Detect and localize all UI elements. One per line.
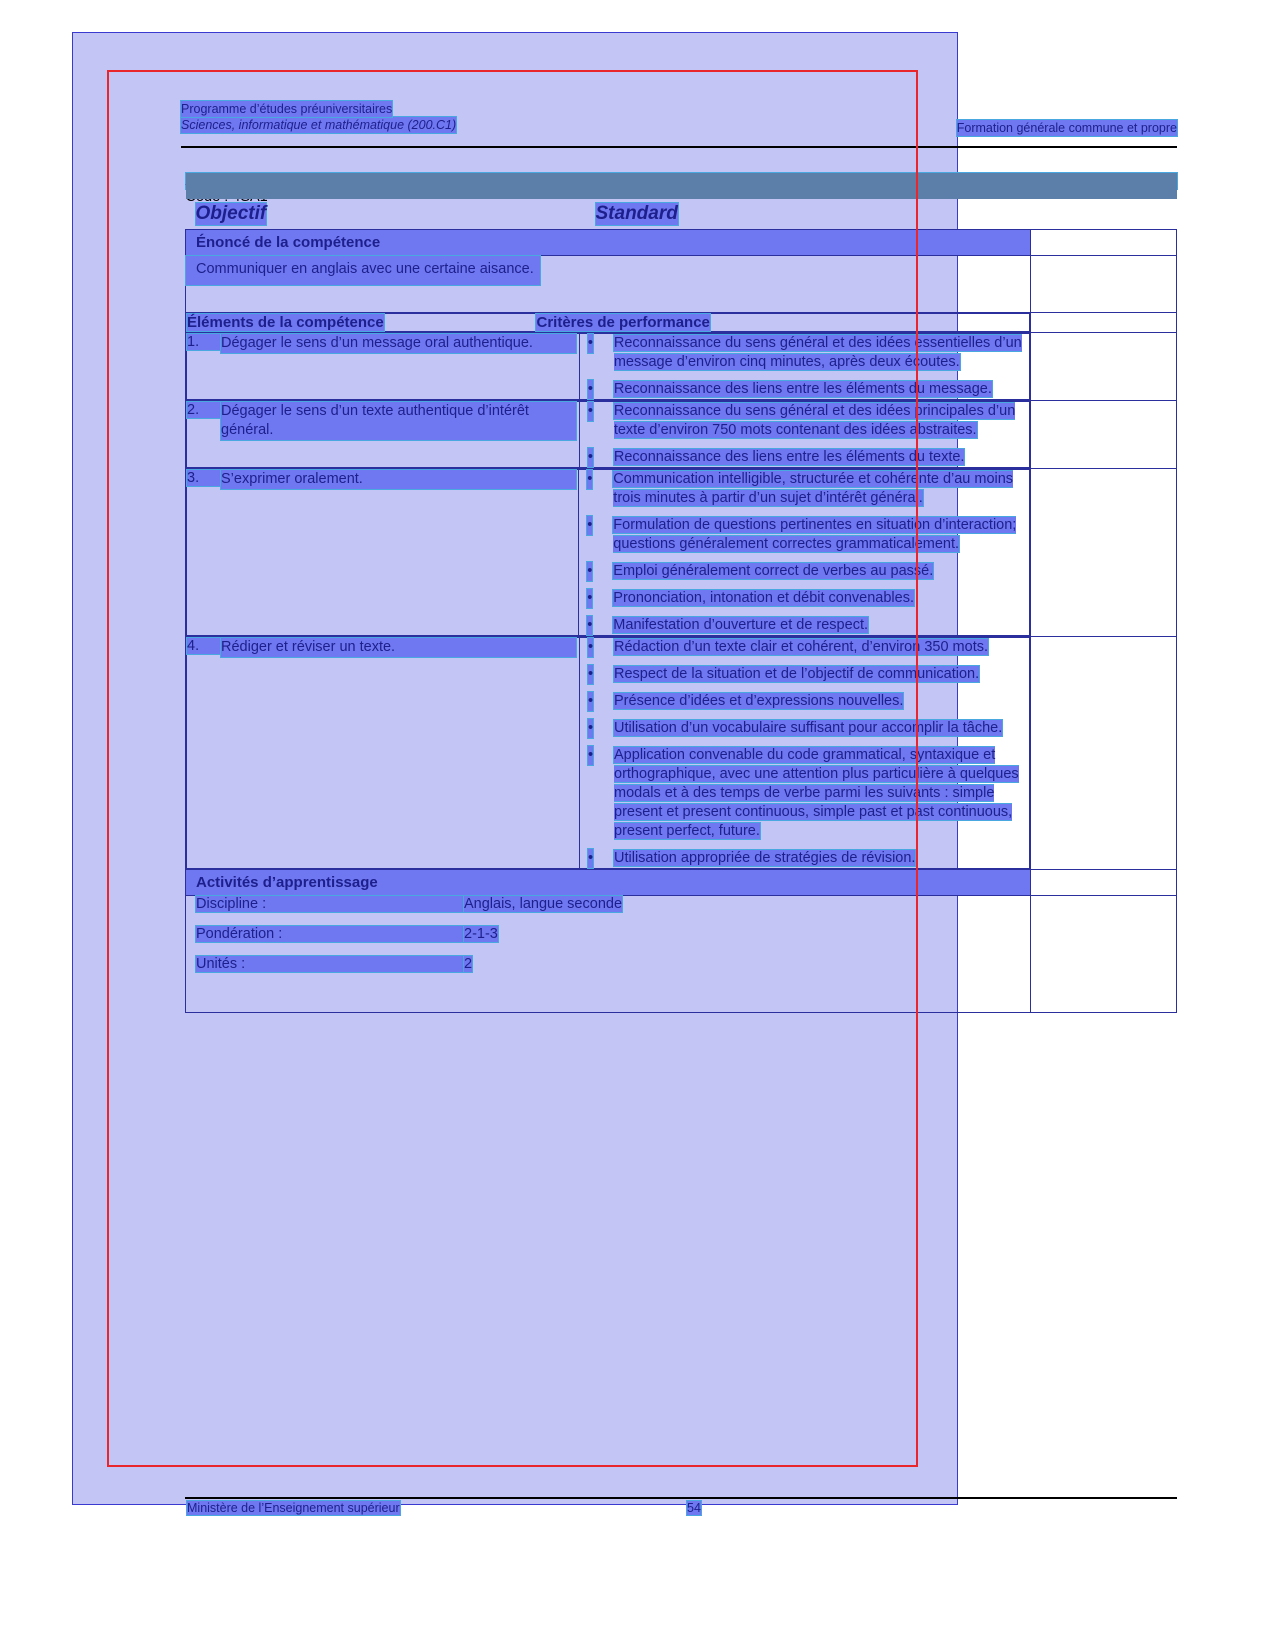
- criterion-item: [580, 638, 1029, 665]
- bullet-icon: •: [587, 617, 593, 633]
- activities-header-row: [186, 870, 1177, 896]
- elements-header-row: [186, 313, 1177, 333]
- header-rule: [181, 146, 1177, 148]
- bullet-icon: •: [588, 666, 594, 682]
- footer-page-number: 54: [687, 1501, 701, 1515]
- objectif-header: Objectif: [195, 203, 267, 224]
- criterion-text: Formulation de questions pertinentes en situation d’interaction; questions généralement correctes grammaticalement.: [613, 517, 1017, 552]
- element-row: [186, 469, 1177, 637]
- criterion-text: Reconnaissance des liens entre les éléments du texte.: [613, 449, 965, 465]
- criterion-item: [580, 334, 1029, 380]
- element-number: 4.: [187, 638, 221, 654]
- criterion-item: [580, 665, 1029, 692]
- criterion-text: Application convenable du code grammatical, syntaxique et orthographique, avec une attention plus particulière à quelques modals et à des temps de verbe parmi les suivants : simple present et present continuous, simple past et past continuous, present perfect, future.: [614, 747, 1019, 839]
- criteres-header: Critères de performance: [536, 314, 710, 331]
- criterion-text: Reconnaissance des liens entre les éléments du message.: [613, 381, 992, 397]
- criterion-item: [580, 719, 1029, 746]
- criterion-text: Respect de la situation et de l’objectif de communication.: [614, 666, 980, 682]
- criterion-text: Utilisation d’un vocabulaire suffisant pour accomplir la tâche.: [614, 720, 1003, 736]
- bullet-icon: •: [587, 590, 593, 606]
- bullet-icon: •: [588, 639, 594, 655]
- bullet-icon: •: [588, 693, 594, 709]
- bullet-icon: •: [587, 517, 593, 533]
- enonce-text-row: [186, 256, 1177, 313]
- element-text: S’exprimer oralement.: [221, 470, 576, 489]
- criterion-text: Rédaction d’un texte clair et cohérent, d’environ 350 mots.: [614, 639, 989, 655]
- footer-rule: [185, 1497, 1177, 1499]
- criterion-item: [580, 402, 1029, 448]
- course-title-band: [186, 173, 1177, 199]
- criterion-item: [579, 616, 1029, 635]
- course-title-row: [186, 173, 1177, 199]
- document-body: [181, 101, 1177, 1521]
- criteria-list: [579, 470, 1029, 635]
- objectif-standard-row: [186, 199, 1177, 230]
- activity-label: Discipline :: [196, 896, 464, 912]
- activity-row: [186, 956, 1030, 986]
- bullet-icon: •: [588, 850, 594, 866]
- activity-label: Pondération :: [196, 926, 464, 942]
- criterion-item: [579, 589, 1029, 616]
- element-text: Rédiger et réviser un texte.: [221, 638, 576, 657]
- running-head-right: Formation générale commune et propre: [956, 121, 1177, 135]
- program-line-1: Programme d’études préuniversitaires: [181, 102, 393, 116]
- element-row: [186, 637, 1177, 870]
- page-selection-overlay: [72, 32, 1177, 1515]
- element-number: 3.: [187, 470, 221, 486]
- criteria-list: [580, 334, 1029, 399]
- criterion-text: Manifestation d’ouverture et de respect.: [613, 617, 868, 633]
- enonce-title: Énoncé de la compétence: [186, 230, 1030, 255]
- element-text: Dégager le sens d’un texte authentique d’intérêt général.: [221, 402, 576, 440]
- bullet-icon: •: [588, 720, 594, 736]
- criterion-text: Présence d’idées et d’expressions nouvelles.: [614, 693, 904, 709]
- elements-header: Éléments de la compétence: [187, 314, 384, 331]
- criterion-text: Emploi généralement correct de verbes au passé.: [613, 563, 934, 579]
- criterion-item: [580, 692, 1029, 719]
- activity-label: Unités :: [196, 956, 464, 972]
- criterion-text: Communication intelligible, structurée et cohérente d’au moins trois minutes à partir d’un sujet d’intérêt général.: [613, 471, 1014, 506]
- criterion-item: [580, 380, 1029, 399]
- activity-row: [186, 926, 1030, 956]
- bullet-icon: •: [587, 471, 593, 487]
- criteria-list: [580, 402, 1029, 467]
- footer-ministry: Ministère de l’Enseignement supérieur: [187, 1501, 400, 1515]
- bullet-icon: •: [587, 563, 593, 579]
- enonce-text: Communiquer en anglais avec une certaine aisance.: [186, 256, 540, 285]
- enonce-header-row: [186, 230, 1177, 256]
- objectif-standard-headers: [186, 199, 1177, 229]
- competency-table: [185, 173, 1177, 1013]
- criteria-list: [580, 638, 1029, 868]
- element-row: [186, 333, 1177, 401]
- element-row: [186, 401, 1177, 469]
- bullet-icon: •: [587, 381, 593, 397]
- criterion-item: [580, 849, 1029, 868]
- bullet-icon: •: [587, 335, 593, 351]
- bullet-icon: •: [587, 449, 593, 465]
- element-text: Dégager le sens d’un message oral authentique.: [221, 334, 576, 353]
- element-number: 2.: [187, 402, 221, 418]
- bullet-icon: •: [587, 403, 593, 419]
- criterion-item: [580, 746, 1029, 849]
- activity-value: 2: [464, 956, 473, 972]
- criterion-text: Prononciation, intonation et débit convenables.: [613, 590, 914, 606]
- criterion-item: [579, 470, 1029, 516]
- activities-body-row: [186, 896, 1177, 1013]
- activities-title: Activités d’apprentissage: [186, 870, 1030, 895]
- activity-value: 2-1-3: [464, 926, 498, 942]
- criterion-item: [580, 448, 1029, 467]
- activity-row: [186, 896, 1030, 926]
- running-head-left: [181, 101, 456, 133]
- standard-header: Standard: [595, 203, 678, 224]
- criterion-item: [579, 516, 1029, 562]
- activity-value: Anglais, langue seconde: [464, 896, 623, 912]
- criterion-item: [579, 562, 1029, 589]
- running-head: [181, 101, 1177, 143]
- criterion-text: Reconnaissance du sens général et des idées essentielles d’un message d’environ cinq minutes, après deux écoutes.: [613, 335, 1022, 370]
- element-number: 1.: [187, 334, 221, 350]
- program-line-2: Sciences, informatique et mathématique (200.C1): [181, 118, 457, 132]
- criterion-text: Utilisation appropriée de stratégies de révision.: [614, 850, 916, 866]
- criterion-text: Reconnaissance du sens général et des idées principales d’un texte d’environ 750 mots contenant des idées abstraites.: [613, 403, 1016, 438]
- bullet-icon: •: [588, 747, 594, 763]
